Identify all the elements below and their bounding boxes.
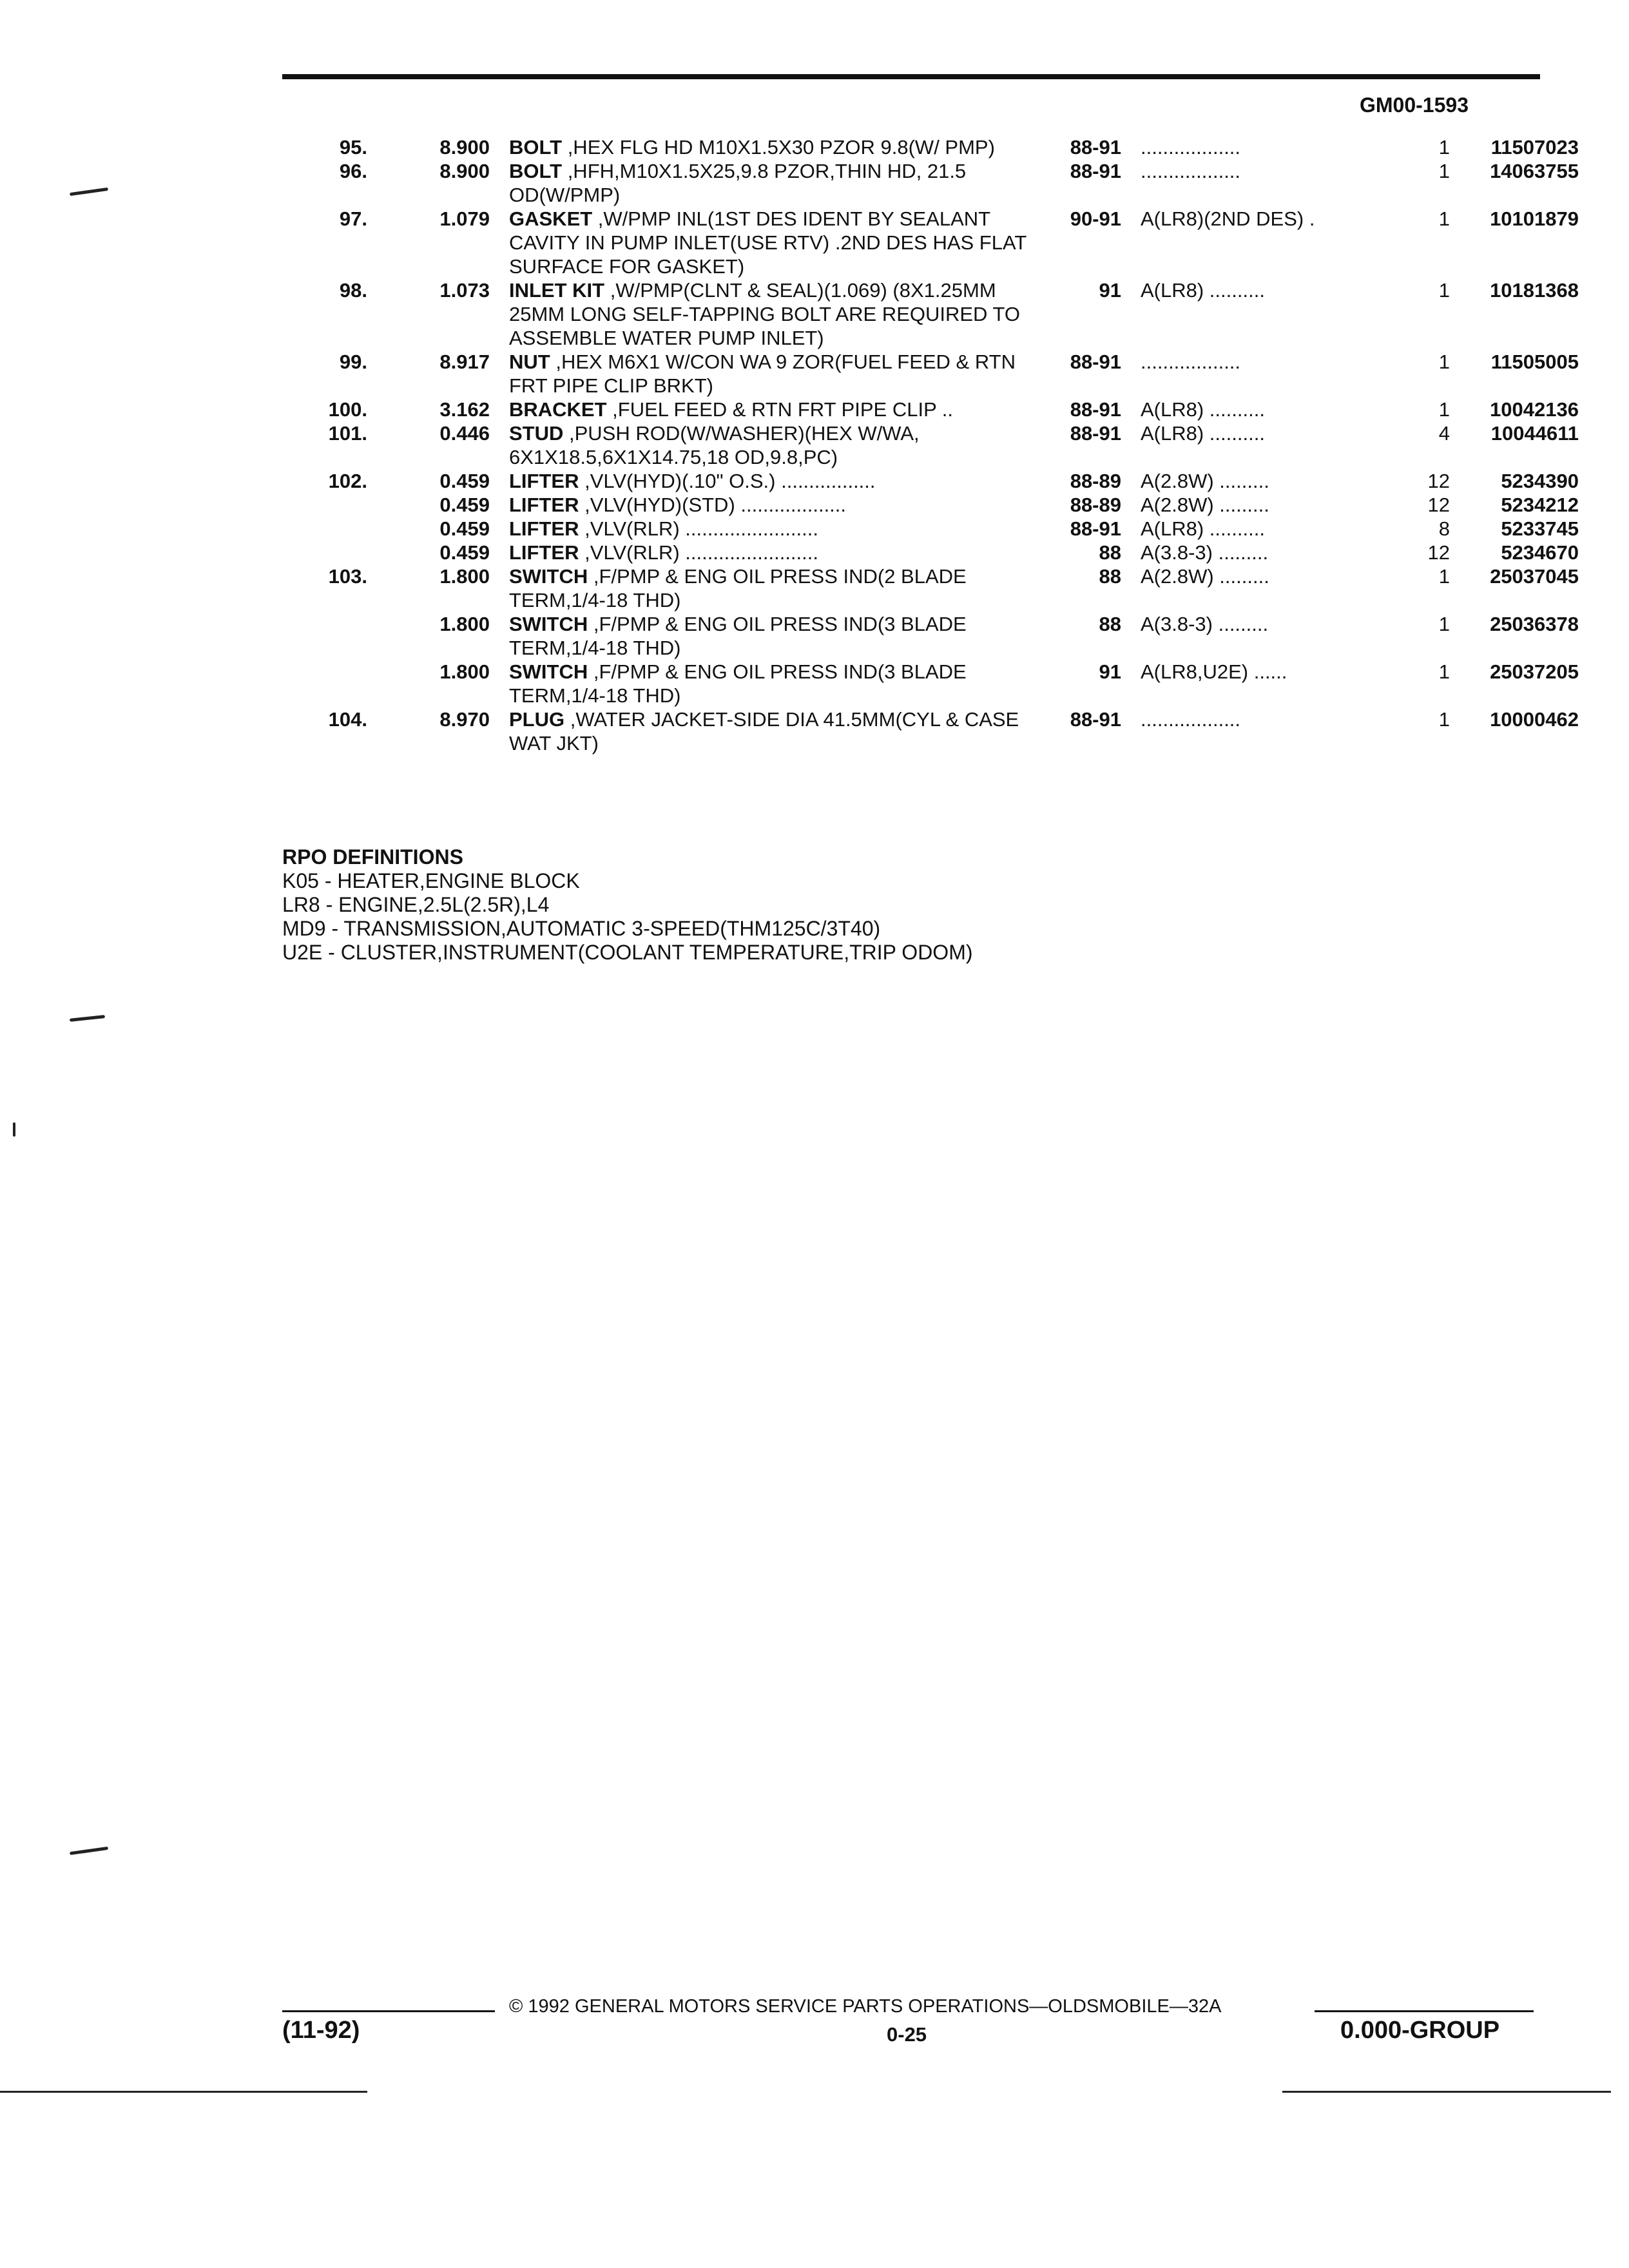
part-description — [509, 350, 1050, 398]
rpo-line: LR8 - ENGINE,2.5L(2.5R),L4 — [282, 893, 550, 916]
table-row — [264, 159, 1579, 207]
part-detail: ,F/PMP & ENG OIL PRESS IND(3 BLADE TERM,1/4-18 THD) — [509, 660, 967, 707]
part-number: 10044611 — [1490, 422, 1579, 445]
table-row — [264, 135, 1579, 159]
application: A(LR8) .......... — [1141, 517, 1265, 540]
part-description — [509, 159, 1050, 207]
margin-mark — [70, 187, 108, 196]
part-detail: ,FUEL FEED & RTN FRT PIPE CLIP .. — [606, 398, 954, 421]
margin-mark — [13, 1122, 15, 1137]
item-number: 100. — [328, 398, 367, 421]
model-years: 88-91 — [1070, 708, 1121, 731]
part-detail: ,HEX FLG HD M10X1.5X30 PZOR 9.8(W/ PMP) — [562, 136, 995, 159]
part-number: 11505005 — [1490, 351, 1579, 373]
part-description — [509, 517, 1050, 541]
quantity: 1 — [1438, 613, 1450, 635]
group-number: 8.917 — [439, 351, 490, 373]
group-number: 1.073 — [439, 279, 490, 302]
part-name: BOLT — [509, 160, 563, 182]
part-number: 10181368 — [1490, 279, 1579, 302]
quantity: 1 — [1438, 160, 1450, 182]
part-detail: ,HFH,M10X1.5X25,9.8 PZOR,THIN HD, 21.5 OD(W/PMP) — [509, 160, 967, 206]
quantity: 12 — [1427, 494, 1450, 516]
part-name: SWITCH — [509, 660, 588, 683]
item-number — [264, 660, 374, 707]
part-description — [509, 278, 1050, 350]
table-row — [264, 350, 1579, 398]
part-detail: ,W/PMP(CLNT & SEAL)(1.069) (8X1.25MM 25MM LONG SELF-TAPPING BOLT ARE REQUIRED TO ASSEMBLE WATER PUMP INLET) — [509, 279, 1020, 349]
part-description — [509, 135, 1050, 159]
application: A(LR8) .......... — [1141, 422, 1265, 445]
item-number: 99. — [339, 351, 367, 373]
model-years: 88-91 — [1070, 398, 1121, 421]
footer-rule-left — [282, 2010, 495, 2012]
application: A(LR8) .......... — [1141, 279, 1265, 302]
model-years: 88 — [1099, 613, 1121, 635]
part-number: 10042136 — [1490, 398, 1579, 421]
page-number: 0-25 — [887, 2023, 927, 2046]
application: .................. — [1141, 708, 1241, 731]
model-years: 88-89 — [1070, 494, 1121, 516]
table-row — [264, 707, 1579, 755]
header-rule — [282, 74, 1540, 79]
part-detail: ,VLV(RLR) ........................ — [579, 541, 819, 564]
model-years: 88-91 — [1070, 136, 1121, 159]
item-number: 103. — [328, 565, 367, 588]
part-number: 5233745 — [1501, 517, 1579, 540]
footer-rule-right — [1315, 2010, 1534, 2012]
part-detail: ,F/PMP & ENG OIL PRESS IND(2 BLADE TERM,1/4-18 THD) — [509, 565, 967, 611]
part-number: 11507023 — [1490, 136, 1579, 159]
scan-edge-line — [0, 2091, 367, 2093]
part-name: INLET KIT — [509, 279, 605, 302]
table-row — [264, 278, 1579, 350]
quantity: 1 — [1438, 660, 1450, 683]
group-number: 1.800 — [439, 565, 490, 588]
quantity: 4 — [1438, 422, 1450, 445]
table-row — [264, 398, 1579, 421]
part-name: LIFTER — [509, 470, 579, 492]
copyright-notice: © 1992 GENERAL MOTORS SERVICE PARTS OPERATIONS—OLDSMOBILE—32A — [509, 1996, 1222, 2017]
quantity: 1 — [1438, 279, 1450, 302]
table-row — [264, 421, 1579, 469]
item-number: 97. — [339, 207, 367, 230]
quantity: 8 — [1438, 517, 1450, 540]
model-years: 88 — [1099, 541, 1121, 564]
part-description — [509, 207, 1050, 278]
group-number: 0.446 — [439, 422, 490, 445]
part-number: 10101879 — [1490, 207, 1579, 230]
part-detail: ,PUSH ROD(W/WASHER)(HEX W/WA, 6X1X18.5,6X1X14.75,18 OD,9.8,PC) — [509, 422, 920, 468]
part-name: LIFTER — [509, 541, 579, 564]
part-description — [509, 660, 1050, 707]
table-row — [264, 517, 1579, 541]
parts-table — [264, 135, 1579, 755]
revision-date: (11-92) — [282, 2017, 360, 2044]
rpo-line: U2E - CLUSTER,INSTRUMENT(COOLANT TEMPERATURE,TRIP ODOM) — [282, 941, 973, 964]
part-name: SWITCH — [509, 565, 588, 588]
quantity: 12 — [1427, 470, 1450, 492]
part-name: LIFTER — [509, 494, 579, 516]
group-number: 8.970 — [439, 708, 490, 731]
part-name: STUD — [509, 422, 564, 445]
application: A(3.8-3) ......... — [1141, 613, 1269, 635]
part-detail: ,F/PMP & ENG OIL PRESS IND(3 BLADE TERM,1/4-18 THD) — [509, 613, 967, 659]
part-name: GASKET — [509, 207, 593, 230]
item-number — [264, 541, 374, 564]
group-number: 1.800 — [439, 660, 490, 683]
part-detail: ,WATER JACKET-SIDE DIA 41.5MM(CYL & CASE WAT JKT) — [509, 708, 1019, 754]
table-row — [264, 564, 1579, 612]
table-row — [264, 612, 1579, 660]
model-years: 88-91 — [1070, 160, 1121, 182]
part-name: SWITCH — [509, 613, 588, 635]
item-number — [264, 493, 374, 517]
application: A(3.8-3) ......... — [1141, 541, 1269, 564]
part-number: 25036378 — [1490, 613, 1579, 635]
application: A(LR8) .......... — [1141, 398, 1265, 421]
group-number: 8.900 — [439, 136, 490, 159]
quantity: 1 — [1438, 207, 1450, 230]
item-number: 101. — [328, 422, 367, 445]
group-number: 1.800 — [439, 613, 490, 635]
model-years: 91 — [1099, 279, 1121, 302]
part-description — [509, 707, 1050, 755]
item-number — [264, 612, 374, 660]
part-name: BOLT — [509, 136, 563, 159]
application: A(2.8W) ......... — [1141, 494, 1269, 516]
rpo-definitions — [282, 845, 973, 965]
part-number: 14063755 — [1490, 160, 1579, 182]
quantity: 1 — [1438, 708, 1450, 731]
part-name: BRACKET — [509, 398, 607, 421]
scan-edge-line — [1282, 2091, 1611, 2093]
part-number: 25037205 — [1490, 660, 1579, 683]
application: A(LR8)(2ND DES) . — [1141, 207, 1315, 230]
item-number: 96. — [339, 160, 367, 182]
item-number: 104. — [328, 708, 367, 731]
table-row — [264, 541, 1579, 564]
table-row — [264, 493, 1579, 517]
quantity: 1 — [1438, 136, 1450, 159]
quantity: 12 — [1427, 541, 1450, 564]
margin-mark — [70, 1847, 108, 1855]
part-detail: ,W/PMP INL(1ST DES IDENT BY SEALANT CAVITY IN PUMP INLET(USE RTV) .2ND DES HAS FLAT SURFACE FOR GASKET) — [509, 207, 1027, 278]
part-description — [509, 421, 1050, 469]
quantity: 1 — [1438, 351, 1450, 373]
part-detail: ,VLV(RLR) ........................ — [579, 517, 819, 540]
group-number: 0.459 — [439, 541, 490, 564]
group-label: 0.000-GROUP — [1340, 2017, 1500, 2044]
item-number: 95. — [339, 136, 367, 159]
model-years: 91 — [1099, 660, 1121, 683]
model-years: 88 — [1099, 565, 1121, 588]
part-name: NUT — [509, 351, 550, 373]
part-number: 5234212 — [1501, 494, 1579, 516]
quantity: 1 — [1438, 398, 1450, 421]
application: .................. — [1141, 136, 1241, 159]
group-number: 0.459 — [439, 517, 490, 540]
application: A(LR8,U2E) ...... — [1141, 660, 1287, 683]
item-number: 102. — [328, 470, 367, 492]
quantity: 1 — [1438, 565, 1450, 588]
item-number: 98. — [339, 279, 367, 302]
part-number: 5234390 — [1501, 470, 1579, 492]
part-name: LIFTER — [509, 517, 579, 540]
part-name: PLUG — [509, 708, 565, 731]
application: .................. — [1141, 160, 1241, 182]
part-number: 25037045 — [1490, 565, 1579, 588]
part-description — [509, 493, 1050, 517]
part-description — [509, 398, 1050, 421]
rpo-line: K05 - HEATER,ENGINE BLOCK — [282, 869, 580, 892]
application: A(2.8W) ......... — [1141, 565, 1269, 588]
model-years: 88-91 — [1070, 422, 1121, 445]
part-description — [509, 612, 1050, 660]
group-number: 3.162 — [439, 398, 490, 421]
part-detail: ,VLV(HYD)(.10" O.S.) ................. — [579, 470, 876, 492]
rpo-line: MD9 - TRANSMISSION,AUTOMATIC 3-SPEED(THM125C/3T40) — [282, 917, 881, 940]
table-row — [264, 660, 1579, 707]
item-number — [264, 517, 374, 541]
part-description — [509, 469, 1050, 493]
model-years: 88-91 — [1070, 351, 1121, 373]
application: .................. — [1141, 351, 1241, 373]
document-id: GM00-1593 — [1360, 93, 1469, 117]
table-row — [264, 469, 1579, 493]
part-detail: ,VLV(HYD)(STD) ................... — [579, 494, 847, 516]
group-number: 1.079 — [439, 207, 490, 230]
application: A(2.8W) ......... — [1141, 470, 1269, 492]
table-row — [264, 207, 1579, 278]
margin-mark — [70, 1015, 105, 1022]
model-years: 88-89 — [1070, 470, 1121, 492]
group-number: 0.459 — [439, 494, 490, 516]
group-number: 0.459 — [439, 470, 490, 492]
part-number: 5234670 — [1501, 541, 1579, 564]
group-number: 8.900 — [439, 160, 490, 182]
model-years: 88-91 — [1070, 517, 1121, 540]
part-description — [509, 564, 1050, 612]
part-number: 10000462 — [1490, 708, 1579, 731]
part-description — [509, 541, 1050, 564]
model-years: 90-91 — [1070, 207, 1121, 230]
rpo-title: RPO DEFINITIONS — [282, 845, 463, 869]
part-detail: ,HEX M6X1 W/CON WA 9 ZOR(FUEL FEED & RTN FRT PIPE CLIP BRKT) — [509, 351, 1016, 397]
